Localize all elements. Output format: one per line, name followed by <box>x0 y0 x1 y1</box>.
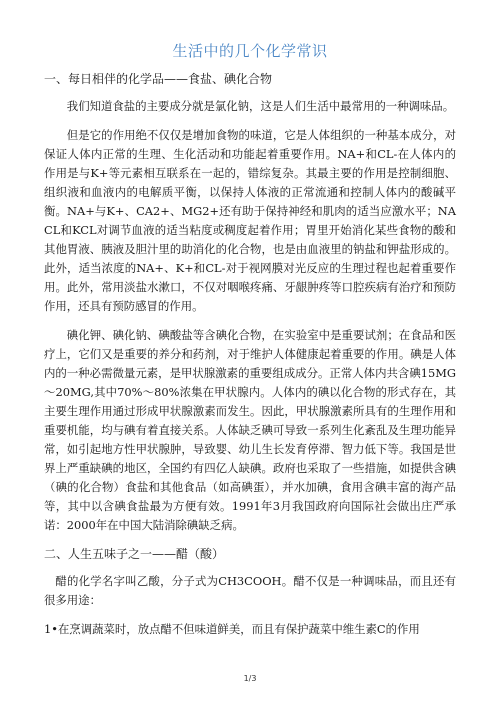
section-heading-salt: 一、每日相伴的化学品——食盐、碘化合物 <box>44 72 273 86</box>
section-heading-vinegar: 二、人生五味子之一——醋（酸） <box>44 547 225 561</box>
paragraph-iodine: 碘化钾、碘化钠、碘酸盐等含碘化合物，在实验室中是重要试剂；在食品和医疗上，它们又是重要的养分和药剂，对于维护人体健康起着重要的作用。碘是人体内的一种必需微量元素，是甲状腺激素的重要组成成分。正常人体内共含碘15MG～20MG,其中70%～80%浓集在甲状腺内。人体内的碘以化合物的形式存在，其主要生理作用通过形成甲状腺激素而发生。因此，甲状腺激素所具有的生理作用和重要机能，均与碘有着直接关系。人体缺乏碘可导致一系列生化紊乱及生理功能异常，如引起地方性甲状腺肿，导致婴、幼儿生长发育停滞、智力低下等。我国是世界上严重缺碘的地区，全国约有四亿人缺碘。政府也采取了一些措施，如提供含碘（碘的化合物）食盐和其他食品（如高碘蛋），并水加碘，食用含碘丰富的海产品等，其中以含碘食盐最为方便有效。1991年3月我国政府向国际社会做出庄严承诺：2000年在中国大陆消除碘缺乏病。 <box>44 328 456 532</box>
paragraph-vinegar-use-1: 1•在烹调蔬菜时，放点醋不但味道鲜美，而且有保护蔬菜中维生素C的作用 <box>44 622 420 636</box>
page-number: 1/3 <box>243 674 257 683</box>
paragraph-vinegar-intro: 醋的化学名字叫乙酸，分子式为CH3COOH。醋不仅是一种调味品，而且还有很多用途： <box>44 574 456 607</box>
document-title: 生活中的几个化学常识 <box>172 42 328 60</box>
paragraph-salt-intro: 我们知道食盐的主要成分就是氯化钠，这是人们生活中最常用的一种调味品。 <box>66 99 455 113</box>
paragraph-salt-function: 但是它的作用绝不仅仅是增加食物的味道，它是人体组织的一种基本成分，对保证人体内正常的生理、生化活动和功能起着重要作用。NA+和CL-在人体内的作用是与K+等元素相互联系在一起的，错综复杂。其最主要的作用是控制细胞、组织液和血液内的电解质平衡，以保持人体液的正常流通和控制人体内的酸碱平衡。NA+与K+、CA2+、MG2+还有助于保持神经和肌肉的适当应激水平；NACL和KCL对调节血液的适当粘度或稠度起着作用；胃里开始消化某些食物的酸和其他胃液、胰液及胆汁里的助消化的化合物，也是由血液里的钠盐和钾盐形成的。此外，适当浓度的NA+、K+和CL-对于视网膜对光反应的生理过程也起着重要作用。此外，常用淡盐水漱口，不仅对咽喉疼痛、牙龈肿疼等口腔疾病有治疗和预防作用，还具有预防感冒的作用。 <box>44 128 456 313</box>
